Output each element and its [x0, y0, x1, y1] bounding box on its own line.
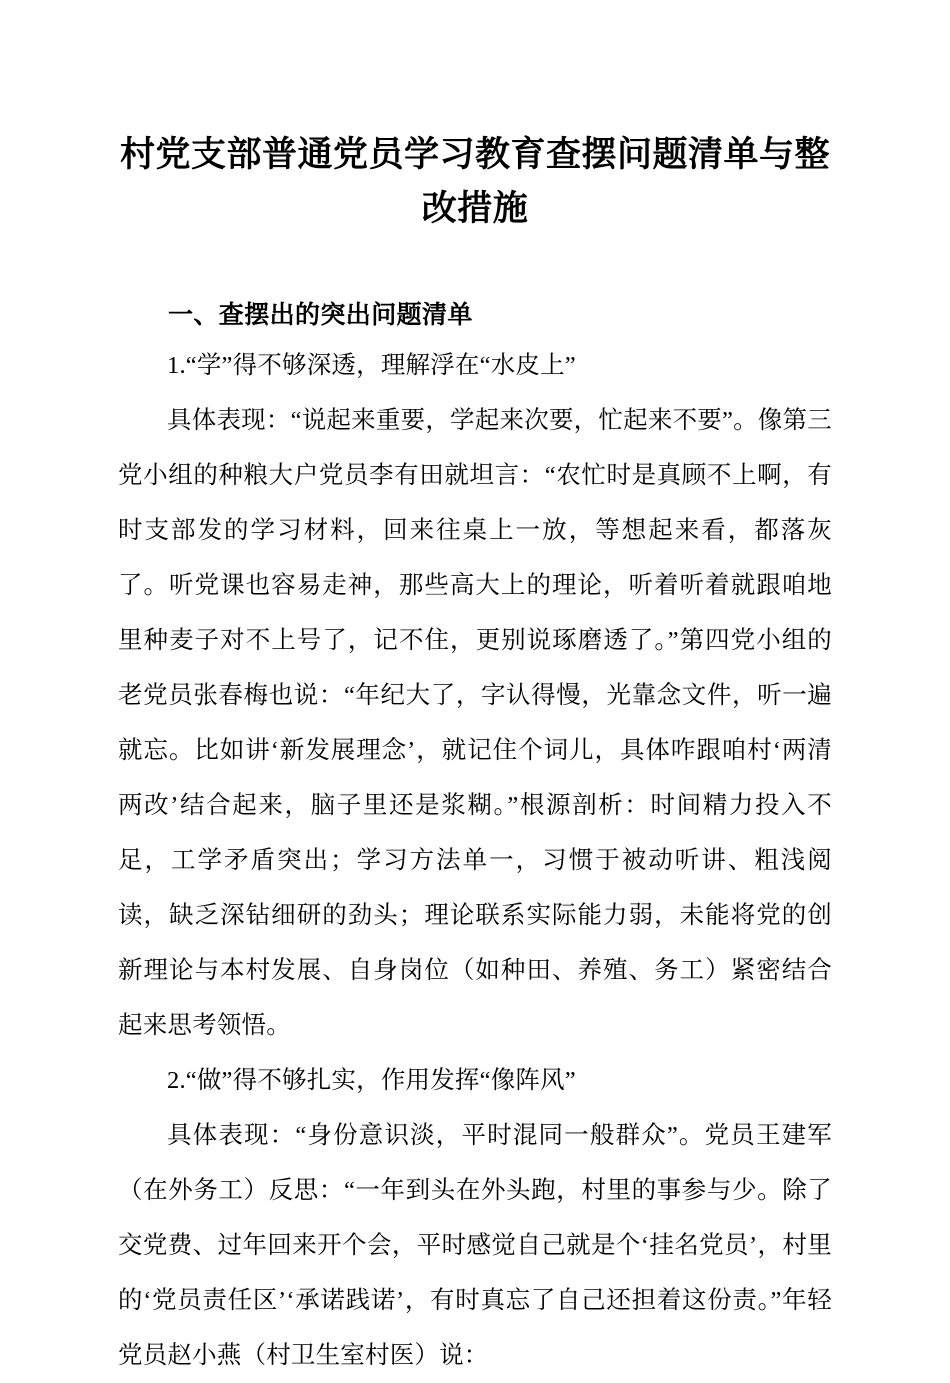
problem-item-1-title: 1.“学”得不够深透，理解浮在“水皮上”	[167, 352, 576, 379]
problem-item-2-body: 具体表现：“身份意识淡，平时混同一般群众”。党员王建军（在外务工）反思：“一年到头在外头跑，村里的事参与少。除了交党费、过年回来开个会，平时感觉自己就是个‘挂名党员’，村里的‘党员责任区’‘承诺践诺’，有时真忘了自己还担着这份责。”年轻党员赵小燕（村卫生室村医）说：	[118, 1122, 832, 1369]
problem-item-2-title: 2.“做”得不够扎实，作用发挥“像阵风”	[167, 1067, 576, 1094]
page-title: 村党支部普通党员学习教育查摆问题清单与整改措施	[119, 135, 830, 228]
problem-item-1-body: 具体表现：“说起来重要，学起来次要，忙起来不要”。像第三党小组的种粮大户党员李有田就坦言：“农忙时是真顾不上啊，有时支部发的学习材料，回来往桌上一放，等想起来看，都落灰了。听党课也容易走神，那些高大上的理论，听着听着就跟咱地里种麦子对不上号了，记不住，更别说琢磨透了。”第四党小组的老党员张春梅也说：“年纪大了，字认得慢，光靠念文件，听一遍就忘。比如讲‘新发展理念’，就记住个词儿，具体咋跟咱村‘两清两改’结合起来，脑子里还是浆糊。”根源剖析：时间精力投入不足，工学矛盾突出；学习方法单一，习惯于被动听讲、粗浅阅读，缺乏深钻细研的劲头；理论联系实际能力弱，未能将党的创新理论与本村发展、自身岗位（如种田、养殖、务工）紧密结合起来思考领悟。	[118, 407, 832, 1039]
document-body	[118, 0, 832, 1383]
section-heading-1: 一、查摆出的突出问题清单	[168, 301, 473, 329]
